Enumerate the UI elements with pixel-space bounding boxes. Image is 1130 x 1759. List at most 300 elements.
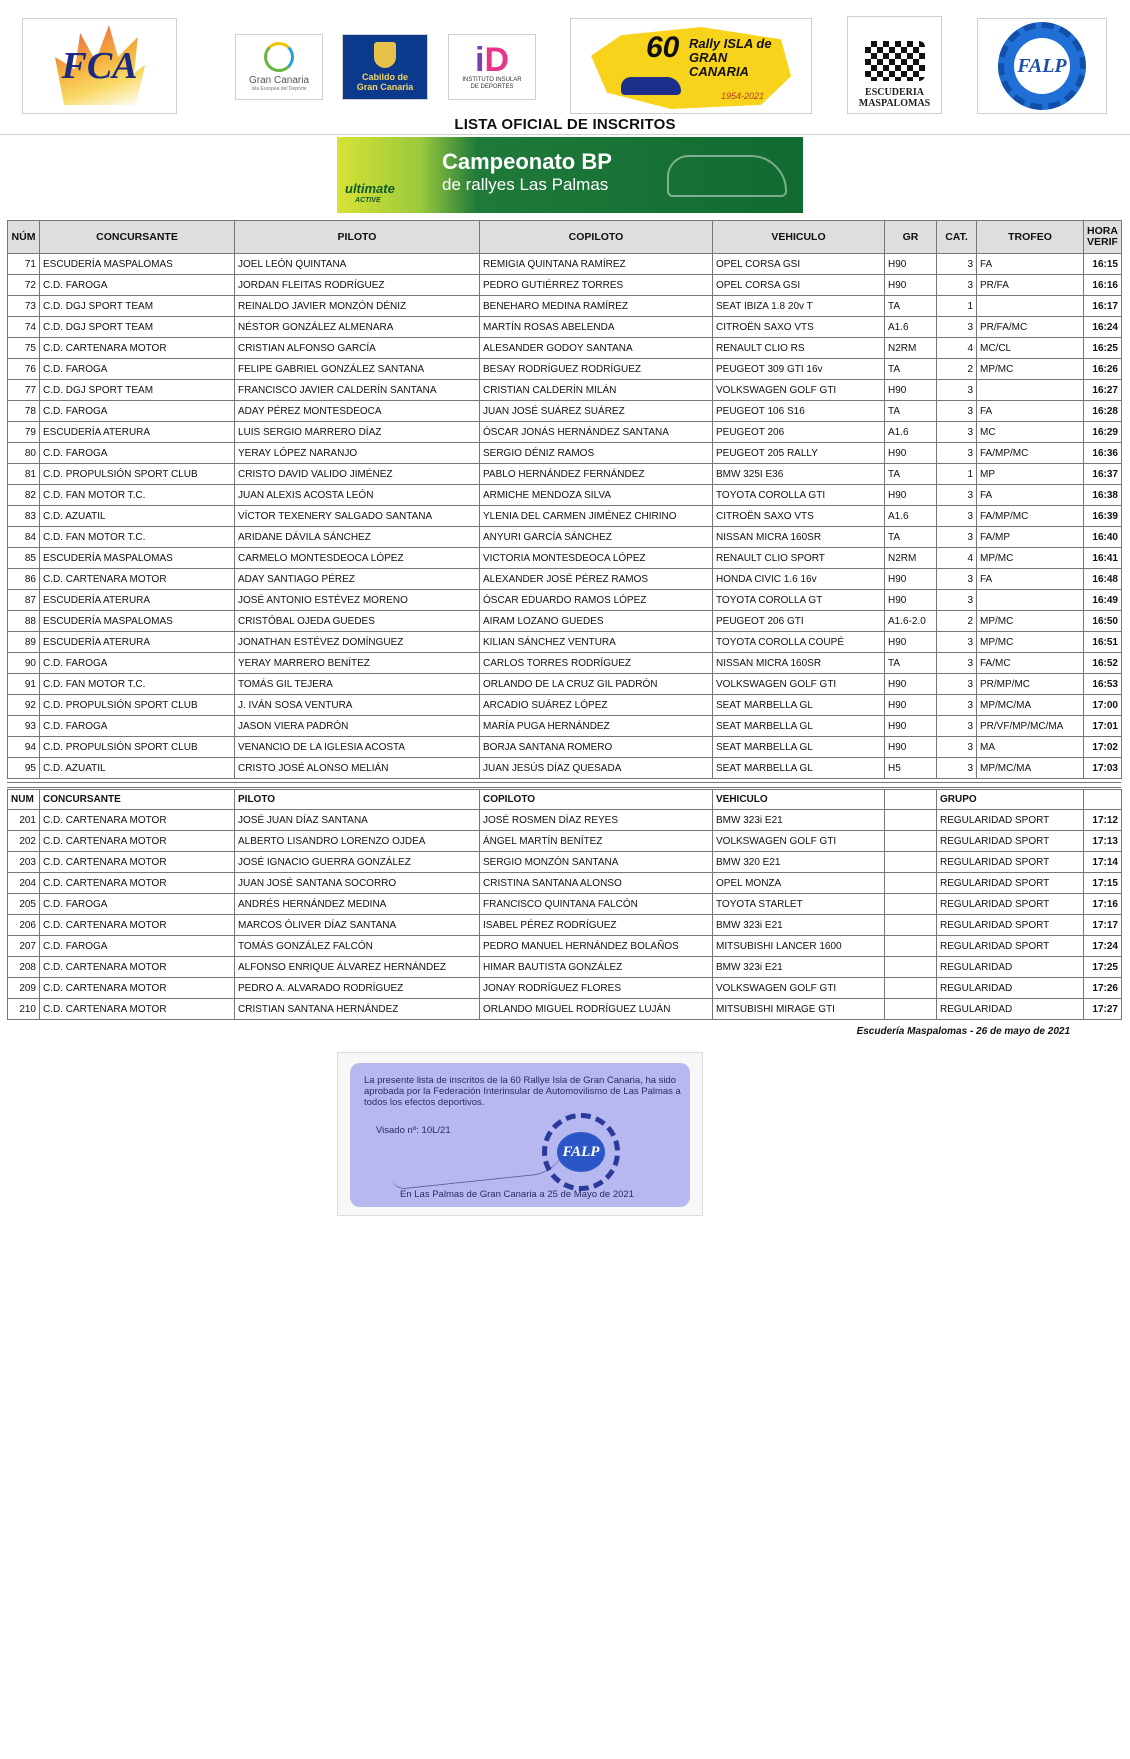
table-cell: 3 (937, 590, 977, 611)
table-cell: C.D. PROPULSIÓN SPORT CLUB (40, 737, 235, 758)
reg-header-num: NUM (8, 790, 40, 810)
table-cell: N2RM (885, 338, 937, 359)
table-cell: ARIDANE DÁVILA SÁNCHEZ (235, 527, 480, 548)
table-cell: 81 (8, 464, 40, 485)
table-row (8, 548, 1122, 569)
table-cell: JOSÉ IGNACIO GUERRA GONZÁLEZ (235, 852, 480, 873)
table-cell: RENAULT CLIO SPORT (713, 548, 885, 569)
gran-canaria-icon (264, 42, 294, 72)
table-cell: MP/MC (977, 632, 1084, 653)
table-cell: 16:29 (1084, 422, 1122, 443)
table-cell: PEDRO GUTIÉRREZ TORRES (480, 275, 713, 296)
table-cell: C.D. DGJ SPORT TEAM (40, 317, 235, 338)
table-cell: H90 (885, 275, 937, 296)
table-cell: 77 (8, 380, 40, 401)
table-separator (7, 782, 1121, 788)
table-cell: JASON VIERA PADRÓN (235, 716, 480, 737)
table-cell: JUAN JOSÉ SANTANA SOCORRO (235, 873, 480, 894)
table-cell: 3 (937, 632, 977, 653)
table-row (8, 443, 1122, 464)
table-cell: 3 (937, 275, 977, 296)
table-cell: OPEL CORSA GSI (713, 275, 885, 296)
table-cell (885, 978, 937, 999)
table-cell: FRANCISCO JAVIER CALDERÍN SANTANA (235, 380, 480, 401)
table-cell: ALBERTO LISANDRO LORENZO OJDEA (235, 831, 480, 852)
table-cell: CRISTÓBAL OJEDA GUEDES (235, 611, 480, 632)
table-cell: H90 (885, 569, 937, 590)
table-cell: CITROËN SAXO VTS (713, 317, 885, 338)
table-row (8, 852, 1122, 873)
table-cell: 207 (8, 936, 40, 957)
table-cell: REGULARIDAD SPORT (937, 810, 1084, 831)
escuderia-line1: ESCUDERIA (865, 87, 924, 98)
iid-mark-d: D (484, 41, 509, 79)
table-cell: JONAY RODRÍGUEZ FLORES (480, 978, 713, 999)
table-cell: REMIGIA QUINTANA RAMÍREZ (480, 254, 713, 275)
table-cell: ESCUDERÍA MASPALOMAS (40, 254, 235, 275)
table-cell: 3 (937, 674, 977, 695)
table-cell: 90 (8, 653, 40, 674)
table-cell (885, 999, 937, 1020)
table-cell: H90 (885, 443, 937, 464)
table-cell: JUAN ALEXIS ACOSTA LEÓN (235, 485, 480, 506)
table-cell: 3 (937, 317, 977, 338)
table-cell: FA/MP/MC (977, 443, 1084, 464)
table-cell: 4 (937, 548, 977, 569)
table-cell: H90 (885, 674, 937, 695)
header-piloto: PILOTO (235, 221, 480, 254)
table-cell: 16:51 (1084, 632, 1122, 653)
table-cell: REGULARIDAD SPORT (937, 915, 1084, 936)
table-cell: C.D. AZUATIL (40, 506, 235, 527)
reg-table-header (8, 790, 1122, 810)
escuderia-line2: MASPALOMAS (858, 98, 931, 109)
falp-logo-text: FALP (1014, 38, 1070, 94)
table-cell: 82 (8, 485, 40, 506)
table-cell: SERGIO DÉNIZ RAMOS (480, 443, 713, 464)
table-row (8, 873, 1122, 894)
table-cell: 204 (8, 873, 40, 894)
table-cell: 17:17 (1084, 915, 1122, 936)
table-cell: 84 (8, 527, 40, 548)
table-cell: OPEL MONZA (713, 873, 885, 894)
table-cell: PEUGEOT 205 RALLY (713, 443, 885, 464)
iid-logo (448, 34, 536, 100)
table-cell: 95 (8, 758, 40, 779)
reg-header-copiloto: COPILOTO (480, 790, 713, 810)
table-cell: JOSÉ ROSMEN DÍAZ REYES (480, 810, 713, 831)
table-cell: MC/CL (977, 338, 1084, 359)
table-cell: ESCUDERÍA ATERURA (40, 590, 235, 611)
table-row (8, 275, 1122, 296)
table-cell: BESAY RODRÍGUEZ RODRÍGUEZ (480, 359, 713, 380)
table-cell: BMW 325I E36 (713, 464, 885, 485)
table-cell: 3 (937, 569, 977, 590)
header-hora: HORA VERIF (1084, 221, 1122, 254)
table-cell: 4 (937, 338, 977, 359)
table-cell: ANDRÉS HERNÁNDEZ MEDINA (235, 894, 480, 915)
table-cell: 72 (8, 275, 40, 296)
table-cell (885, 936, 937, 957)
fca-logo-text: FCA (61, 45, 138, 87)
table-row (8, 464, 1122, 485)
table-cell: CRISTIAN SANTANA HERNÁNDEZ (235, 999, 480, 1020)
table-row (8, 936, 1122, 957)
table-cell: CARLOS TORRES RODRÍGUEZ (480, 653, 713, 674)
table-cell: PEDRO MANUEL HERNÁNDEZ BOLAÑOS (480, 936, 713, 957)
table-cell: BMW 323i E21 (713, 810, 885, 831)
stamp-text: La presente lista de inscritos de la 60 Rallye Isla de Gran Canaria, ha sido aprobada por la Federación Interinsular de Automovilismo de Las Palmas a todos los efectos deportivos. (364, 1075, 681, 1108)
table-cell: A1.6 (885, 317, 937, 338)
checkered-flag-icon (865, 41, 925, 81)
table-cell: FA (977, 401, 1084, 422)
reg-header-blank (885, 790, 937, 810)
table-cell: TOYOTA COROLLA GT (713, 590, 885, 611)
table-cell: PEDRO A. ALVARADO RODRÍGUEZ (235, 978, 480, 999)
table-cell: 3 (937, 422, 977, 443)
table-cell: C.D. FAROGA (40, 653, 235, 674)
table-cell: H90 (885, 716, 937, 737)
table-cell (885, 852, 937, 873)
table-cell: RENAULT CLIO RS (713, 338, 885, 359)
table-cell: VOLKSWAGEN GOLF GTI (713, 380, 885, 401)
table-cell: CRISTO DAVID VALIDO JIMÉNEZ (235, 464, 480, 485)
table-cell: C.D. CARTENARA MOTOR (40, 999, 235, 1020)
rally-years: 1954-2021 (721, 91, 765, 101)
table-cell: TOMÁS GONZÁLEZ FALCÓN (235, 936, 480, 957)
table-cell: 78 (8, 401, 40, 422)
table-row (8, 831, 1122, 852)
table-cell: ÓSCAR JONÁS HERNÁNDEZ SANTANA (480, 422, 713, 443)
table-cell: 16:39 (1084, 506, 1122, 527)
logo-row (0, 0, 1130, 135)
table-cell: 91 (8, 674, 40, 695)
table-cell: JUAN JOSÉ SUÁREZ SUÁREZ (480, 401, 713, 422)
table-cell: JONATHAN ESTÉVEZ DOMÍNGUEZ (235, 632, 480, 653)
table-cell: H90 (885, 695, 937, 716)
table-cell: ESCUDERÍA MASPALOMAS (40, 611, 235, 632)
table-cell: C.D. FAN MOTOR T.C. (40, 485, 235, 506)
table-cell: C.D. FAROGA (40, 894, 235, 915)
table-row (8, 611, 1122, 632)
table-cell: 16:27 (1084, 380, 1122, 401)
table-cell (885, 831, 937, 852)
table-cell: ÁNGEL MARTÍN BENÍTEZ (480, 831, 713, 852)
table-cell (977, 590, 1084, 611)
table-cell: FA/MC (977, 653, 1084, 674)
table-row (8, 999, 1122, 1020)
table-cell: HONDA CIVIC 1.6 16v (713, 569, 885, 590)
stamp-visado: Visado nº: 10L/21 (376, 1125, 451, 1136)
table-cell (885, 957, 937, 978)
iid-line1: INSTITUTO INSULAR (462, 77, 522, 83)
table-cell: J. IVÁN SOSA VENTURA (235, 695, 480, 716)
table-cell: 16:37 (1084, 464, 1122, 485)
table-cell: 71 (8, 254, 40, 275)
table-cell: C.D. AZUATIL (40, 758, 235, 779)
table-row (8, 737, 1122, 758)
banner-brand: ultimate (345, 181, 395, 196)
main-table-header (8, 221, 1122, 254)
table-cell: 16:38 (1084, 485, 1122, 506)
table-cell: 3 (937, 716, 977, 737)
table-cell: FA (977, 485, 1084, 506)
table-cell: TA (885, 401, 937, 422)
table-cell: H90 (885, 590, 937, 611)
table-cell: REGULARIDAD SPORT (937, 894, 1084, 915)
table-cell: H90 (885, 737, 937, 758)
table-cell: PABLO HERNÁNDEZ FERNÁNDEZ (480, 464, 713, 485)
reg-header-vehiculo: VEHICULO (713, 790, 885, 810)
table-cell: CRISTIAN ALFONSO GARCÍA (235, 338, 480, 359)
table-cell: 16:16 (1084, 275, 1122, 296)
table-cell: 3 (937, 380, 977, 401)
table-cell: C.D. DGJ SPORT TEAM (40, 296, 235, 317)
car-icon (621, 77, 681, 95)
table-cell: N2RM (885, 548, 937, 569)
reg-header-grupo: GRUPO (937, 790, 1084, 810)
table-cell: C.D. CARTENARA MOTOR (40, 569, 235, 590)
table-cell: MARÍA PUGA HERNÁNDEZ (480, 716, 713, 737)
table-cell: TOYOTA STARLET (713, 894, 885, 915)
table-row (8, 254, 1122, 275)
table-cell: CARMELO MONTESDEOCA LÓPEZ (235, 548, 480, 569)
table-cell: SEAT MARBELLA GL (713, 758, 885, 779)
table-cell (885, 915, 937, 936)
table-cell: TA (885, 464, 937, 485)
table-cell: ALESANDER GODOY SANTANA (480, 338, 713, 359)
rally-name-3: CANARIA (689, 64, 749, 79)
table-cell: H5 (885, 758, 937, 779)
table-cell: 17:01 (1084, 716, 1122, 737)
table-cell: REINALDO JAVIER MONZÓN DÉNIZ (235, 296, 480, 317)
table-row (8, 317, 1122, 338)
table-cell: MARTÍN ROSAS ABELENDA (480, 317, 713, 338)
table-cell: C.D. CARTENARA MOTOR (40, 957, 235, 978)
table-cell: C.D. CARTENARA MOTOR (40, 338, 235, 359)
table-cell: TA (885, 527, 937, 548)
table-cell: MP/MC (977, 359, 1084, 380)
table-row (8, 894, 1122, 915)
table-cell: HIMAR BAUTISTA GONZÁLEZ (480, 957, 713, 978)
table-cell: 16:40 (1084, 527, 1122, 548)
table-cell: C.D. CARTENARA MOTOR (40, 852, 235, 873)
table-cell: C.D. DGJ SPORT TEAM (40, 380, 235, 401)
table-cell: 79 (8, 422, 40, 443)
table-cell: PR/MP/MC (977, 674, 1084, 695)
table-cell: REGULARIDAD SPORT (937, 831, 1084, 852)
table-cell: 76 (8, 359, 40, 380)
table-cell: C.D. FAROGA (40, 936, 235, 957)
table-cell: H90 (885, 380, 937, 401)
table-cell: VICTORIA MONTESDEOCA LÓPEZ (480, 548, 713, 569)
table-cell: YERAY MARRERO BENÍTEZ (235, 653, 480, 674)
table-cell: ALFONSO ENRIQUE ÁLVAREZ HERNÁNDEZ (235, 957, 480, 978)
table-cell: A1.6 (885, 422, 937, 443)
table-cell: REGULARIDAD SPORT (937, 873, 1084, 894)
table-cell: 17:02 (1084, 737, 1122, 758)
table-row (8, 422, 1122, 443)
table-cell: 16:41 (1084, 548, 1122, 569)
table-row (8, 590, 1122, 611)
table-cell: 3 (937, 506, 977, 527)
cabildo-line1: Cabildo de (361, 72, 408, 82)
table-cell: ADAY SANTIAGO PÉREZ (235, 569, 480, 590)
banner-brand-sub: ACTIVE (355, 197, 381, 204)
table-cell: C.D. CARTENARA MOTOR (40, 915, 235, 936)
table-cell: TA (885, 296, 937, 317)
cabildo-logo (342, 34, 428, 100)
table-row (8, 695, 1122, 716)
table-cell: 1 (937, 296, 977, 317)
table-cell: 206 (8, 915, 40, 936)
table-cell: MP/MC/MA (977, 758, 1084, 779)
table-cell: FA (977, 254, 1084, 275)
reg-header-hora (1084, 790, 1122, 810)
table-cell: C.D. FAN MOTOR T.C. (40, 674, 235, 695)
footer-note: Escudería Maspalomas - 26 de mayo de 2021 (856, 1026, 1070, 1037)
header-gr: GR (885, 221, 937, 254)
bp-banner (337, 137, 803, 213)
table-cell: A1.6-2.0 (885, 611, 937, 632)
table-row (8, 506, 1122, 527)
reg-header-concursante: CONCURSANTE (40, 790, 235, 810)
table-cell: PEUGEOT 309 GTI 16v (713, 359, 885, 380)
table-cell: FELIPE GABRIEL GONZÁLEZ SANTANA (235, 359, 480, 380)
table-cell: YERAY LÓPEZ NARANJO (235, 443, 480, 464)
table-cell: 73 (8, 296, 40, 317)
table-row (8, 338, 1122, 359)
table-cell: REGULARIDAD (937, 978, 1084, 999)
table-cell: TOYOTA COROLLA GTI (713, 485, 885, 506)
table-cell: 3 (937, 695, 977, 716)
table-cell: TOMÁS GIL TEJERA (235, 674, 480, 695)
table-cell: JUAN JESÚS DÍAZ QUESADA (480, 758, 713, 779)
table-cell: 17:12 (1084, 810, 1122, 831)
table-cell: KILIAN SÁNCHEZ VENTURA (480, 632, 713, 653)
table-cell: 3 (937, 653, 977, 674)
iid-mark (475, 43, 509, 77)
table-cell: SEAT IBIZA 1.8 20v T (713, 296, 885, 317)
table-cell: 202 (8, 831, 40, 852)
table-cell: 3 (937, 737, 977, 758)
table-cell: SEAT MARBELLA GL (713, 716, 885, 737)
gran-canaria-name: Gran Canaria (248, 75, 310, 86)
table-cell: BORJA SANTANA ROMERO (480, 737, 713, 758)
table-cell: ARCADIO SUÁREZ LÓPEZ (480, 695, 713, 716)
regularity-entries-table (7, 789, 1122, 1020)
table-cell: 17:00 (1084, 695, 1122, 716)
table-row (8, 401, 1122, 422)
header-vehiculo: VEHICULO (713, 221, 885, 254)
table-cell: REGULARIDAD (937, 957, 1084, 978)
table-cell: FA (977, 569, 1084, 590)
table-cell: BMW 323i E21 (713, 915, 885, 936)
table-row (8, 674, 1122, 695)
table-cell: 75 (8, 338, 40, 359)
table-cell: VOLKSWAGEN GOLF GTI (713, 831, 885, 852)
table-cell: 16:24 (1084, 317, 1122, 338)
table-cell: ORLANDO DE LA CRUZ GIL PADRÓN (480, 674, 713, 695)
fca-logo (22, 18, 177, 114)
table-cell: 89 (8, 632, 40, 653)
table-cell: C.D. FAROGA (40, 716, 235, 737)
gran-canaria-sub: Isla Europea del Deporte (251, 86, 307, 92)
table-cell: C.D. FAROGA (40, 443, 235, 464)
table-cell: C.D. CARTENARA MOTOR (40, 831, 235, 852)
table-cell: MITSUBISHI LANCER 1600 (713, 936, 885, 957)
table-cell: 94 (8, 737, 40, 758)
table-cell: ARMICHE MENDOZA SILVA (480, 485, 713, 506)
table-cell: 80 (8, 443, 40, 464)
table-cell: 92 (8, 695, 40, 716)
table-row (8, 810, 1122, 831)
table-cell: C.D. FAN MOTOR T.C. (40, 527, 235, 548)
table-cell: 17:26 (1084, 978, 1122, 999)
table-cell (977, 380, 1084, 401)
table-cell: MP (977, 464, 1084, 485)
table-cell: 16:26 (1084, 359, 1122, 380)
table-cell: TA (885, 359, 937, 380)
table-cell: 16:48 (1084, 569, 1122, 590)
table-cell: H90 (885, 632, 937, 653)
table-cell: PEUGEOT 206 GTI (713, 611, 885, 632)
table-cell: BMW 320 E21 (713, 852, 885, 873)
table-cell: 17:25 (1084, 957, 1122, 978)
table-row (8, 653, 1122, 674)
table-cell: JORDAN FLEITAS RODRÍGUEZ (235, 275, 480, 296)
table-cell: 3 (937, 254, 977, 275)
table-cell: C.D. CARTENARA MOTOR (40, 810, 235, 831)
table-cell: H90 (885, 485, 937, 506)
table-cell: 17:03 (1084, 758, 1122, 779)
main-entries-table (7, 220, 1122, 779)
table-cell: MP/MC (977, 548, 1084, 569)
header-cat: CAT. (937, 221, 977, 254)
table-cell: ORLANDO MIGUEL RODRÍGUEZ LUJÁN (480, 999, 713, 1020)
rally-name-1: Rally ISLA de (689, 36, 772, 51)
table-cell: C.D. FAROGA (40, 359, 235, 380)
table-cell: 16:36 (1084, 443, 1122, 464)
table-cell: 210 (8, 999, 40, 1020)
table-cell: 16:50 (1084, 611, 1122, 632)
table-cell: 17:27 (1084, 999, 1122, 1020)
header-num: NÚM (8, 221, 40, 254)
table-cell: VENANCIO DE LA IGLESIA ACOSTA (235, 737, 480, 758)
table-cell: BENEHARO MEDINA RAMÍREZ (480, 296, 713, 317)
table-cell: 17:14 (1084, 852, 1122, 873)
table-cell: 205 (8, 894, 40, 915)
table-cell: C.D. CARTENARA MOTOR (40, 873, 235, 894)
rally-name (689, 37, 772, 79)
table-cell: CRISTINA SANTANA ALONSO (480, 873, 713, 894)
table-cell: JOSÉ ANTONIO ESTÉVEZ MORENO (235, 590, 480, 611)
table-cell: MC (977, 422, 1084, 443)
table-cell: 83 (8, 506, 40, 527)
table-cell (885, 894, 937, 915)
stamp-place-date: En Las Palmas de Gran Canaria a 25 de Mayo de 2021 (400, 1189, 634, 1200)
escuderia-logo (847, 16, 942, 114)
table-cell: 208 (8, 957, 40, 978)
table-cell: YLENIA DEL CARMEN JIMÉNEZ CHIRINO (480, 506, 713, 527)
table-cell: REGULARIDAD (937, 999, 1084, 1020)
table-row (8, 296, 1122, 317)
table-cell: 2 (937, 611, 977, 632)
table-cell: SERGIO MONZÓN SANTANA (480, 852, 713, 873)
table-cell: MP/MC (977, 611, 1084, 632)
table-cell: ADAY PÉREZ MONTESDEOCA (235, 401, 480, 422)
table-cell: JOEL LEÓN QUINTANA (235, 254, 480, 275)
